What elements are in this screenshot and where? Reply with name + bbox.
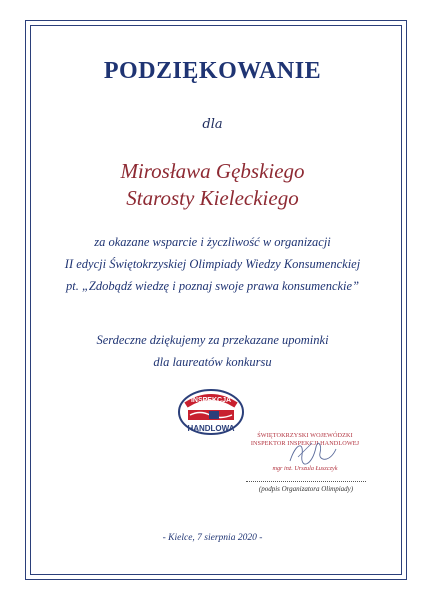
inspekcja-handlowa-logo <box>176 387 246 437</box>
thanks-line-1: Serdeczne dziękujemy za przekazane upominki <box>96 333 329 347</box>
handwritten-signature <box>282 437 342 469</box>
logo-bottom-text: HANDLOWA <box>187 424 235 433</box>
body-line-1: za okazane wsparcie i życzliwość w organizacji <box>94 235 331 249</box>
stamp-line-2: INSPEKTOR INSPEKCJI HANDLOWEJ <box>250 440 360 447</box>
stamp-name: mgr inż. Urszula Łuszczyk <box>272 465 338 472</box>
place-and-date: - Kielce, 7 sierpnia 2020 - <box>162 533 263 543</box>
thanks-line-2: dla laureatów konkursu <box>153 355 272 369</box>
recipient-name: Mirosława Gębskiego <box>120 159 305 183</box>
signature-caption: (podpis Organizatora Olimpiady) <box>258 485 354 493</box>
body-line-3: pt. „Zdobądź wiedzę i poznaj swoje prawa konsumenckie” <box>65 279 360 293</box>
document-title: PODZIĘKOWANIE <box>103 58 322 84</box>
signature-line <box>246 481 366 482</box>
logo-top-text: INSPEKCJA <box>190 397 232 404</box>
for-word: dla <box>202 117 223 132</box>
body-line-2: II edycji Świętokrzyskiej Olimpiady Wiedzy Konsumenckiej <box>64 257 361 271</box>
stamp-line-1: ŚWIĘTOKRZYSKI WOJEWÓDZKI <box>257 432 353 439</box>
recipient-title: Starosty Kieleckiego <box>126 186 299 210</box>
